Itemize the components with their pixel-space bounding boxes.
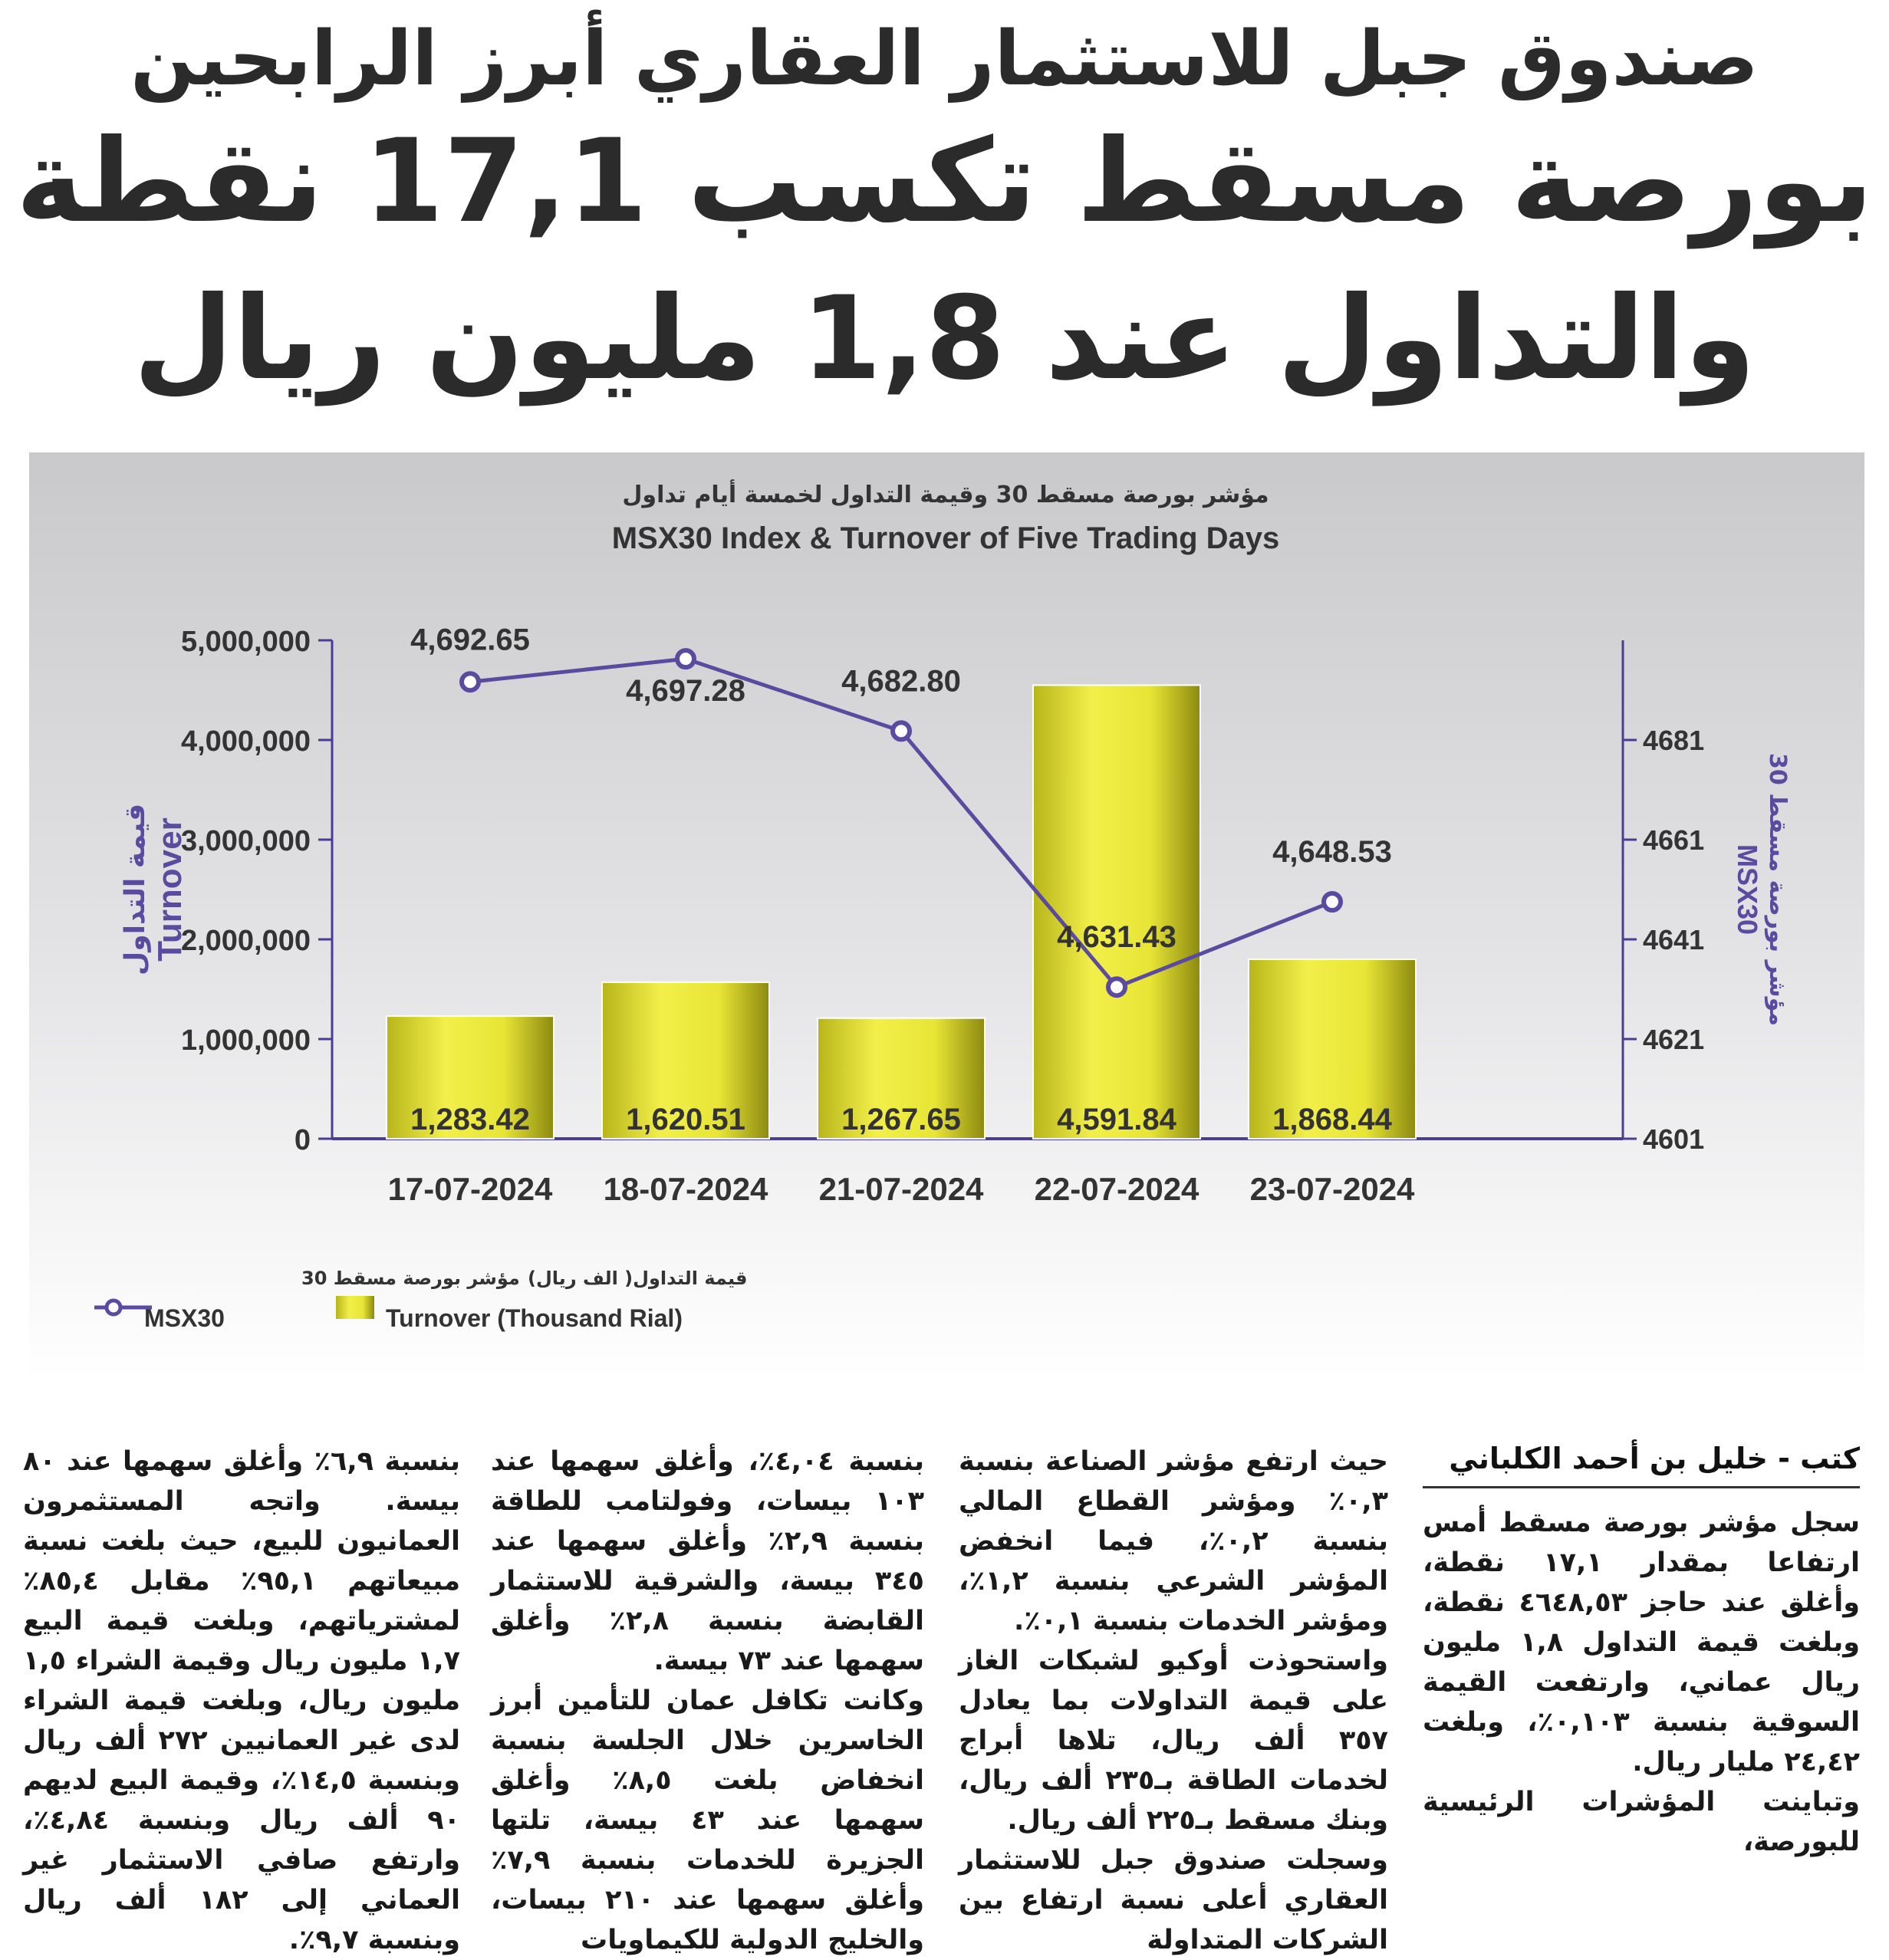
right-axis-tick-label: 4641 (1643, 924, 1705, 955)
chart-panel (29, 452, 1864, 1382)
chart-background (29, 452, 1864, 1382)
article-column-2 (959, 1442, 1388, 1960)
turnover-bar-label: 1,267.65 (841, 1103, 961, 1136)
right-axis-label-ar: مؤشر بورصة مسقط 30 (1764, 753, 1791, 1026)
headline-main-line2: والتداول عند 1,8 مليون ريال (133, 272, 1756, 406)
article-column-3 (491, 1442, 924, 1960)
left-axis-tick-label: 0 (294, 1124, 311, 1156)
article-paragraph: حيث ارتفع مؤشر الصناعة بنسبة ٠,٣٪ ومؤشر القطاع المالي بنسبة ٠,٢٪، فيما انخفض المؤشر الشرعي بنسبة ١,٢٪، ومؤشر الخدمات بنسبة ٠,١٪. (959, 1446, 1388, 1636)
msx30-point-label: 4,631.43 (1057, 920, 1177, 955)
legend-turnover-en: Turnover (Thousand Rial) (386, 1304, 683, 1332)
article-paragraph: واستحوذت أوكيو لشبكات الغاز على قيمة التداولات بما يعادل ٣٥٧ ألف ريال، تلاها أبراج لخدمات الطاقة بـ٢٣٥ ألف ريال، وبنك مسقط بـ٢٢٥ ألف ريال. (959, 1646, 1388, 1836)
left-axis-label-ar: قيمة التداول (120, 803, 151, 976)
left-axis-tick-label: 3,000,000 (180, 825, 311, 857)
article-column-4 (23, 1442, 460, 1960)
legend-msx30-en: MSX30 (144, 1304, 225, 1332)
x-axis-tick-label: 21-07-2024 (818, 1171, 984, 1207)
right-axis-tick-label: 4621 (1643, 1024, 1705, 1055)
legend-turnover-ar: قيمة التداول( الف ريال) (528, 1268, 748, 1289)
turnover-bar-label: 1,620.51 (626, 1103, 745, 1136)
article-paragraph: بنسبة ٤,٠٤٪، وأغلق سهمها عند ١٠٣ بيسات، وفولتامب للطاقة بنسبة ٢,٩٪ وأغلق سهمها عند ٣٤٥ بيسة، والشرقية للاستثمار القابضة بنسبة ٢,٨٪ وأغلق سهمها عند ٧٣ بيسة. (491, 1446, 924, 1676)
left-axis-tick-label: 4,000,000 (180, 725, 311, 758)
right-axis-tick-label: 4601 (1643, 1123, 1705, 1155)
turnover-bar-label: 1,283.42 (410, 1103, 530, 1136)
chart-title-ar: مؤشر بورصة مسقط 30 وقيمة التداول لخمسة أيام تداول (622, 482, 1269, 508)
byline-divider (1423, 1486, 1860, 1488)
article-paragraph: سجل مؤشر بورصة مسقط أمس ارتفاعا بمقدار ١٧,١ نقطة، وأغلق عند حاجز ٤٦٤٨,٥٣ نقطة، وبلغت قيمة التداول ١,٨ مليون ريال عماني، وارتفعت القيمة السوقية بنسبة ٠,١٠٣٪، وبلغت ٢٤,٤٢ مليار ريال. (1423, 1508, 1861, 1777)
chart-title-en: MSX30 Index & Turnover of Five Trading Days (611, 521, 1280, 555)
article-paragraph: وتباينت المؤشرات الرئيسية للبورصة، (1423, 1787, 1860, 1857)
msx30-point (1324, 893, 1341, 910)
legend-turnover-swatch (336, 1296, 374, 1319)
left-axis-tick-label: 2,000,000 (180, 925, 311, 957)
left-axis-label-en: Turnover (151, 817, 189, 962)
legend-msx30-ar: مؤشر بورصة مسقط 30 (301, 1268, 520, 1289)
right-axis-tick-label: 4661 (1643, 824, 1705, 856)
headline-main-line1: بورصة مسقط تكسب 17,1 نقطة (15, 115, 1874, 248)
x-axis-tick-label: 23-07-2024 (1249, 1171, 1415, 1207)
x-axis-tick-label: 17-07-2024 (387, 1171, 553, 1207)
article-paragraph: وكانت تكافل عمان للتأمين أبرز الخاسرين خلال الجلسة بنسبة انخفاض بلغت ٨,٥٪ وأغلق سهمها عند ٤٣ بيسة، تلتها الجزيرة للخدمات بنسبة ٧,٩٪ وأغلق سهمها عند ٢١٠ بيسات، والخليج الدولية للكيماويات (491, 1685, 925, 1955)
x-axis-labels (388, 1171, 1415, 1207)
x-axis-tick-label: 18-07-2024 (603, 1171, 768, 1207)
right-axis-label-en: MSX30 (1732, 844, 1763, 936)
msx30-point (1108, 978, 1125, 995)
byline: كتب - خليل بن أحمد الكلباني (1449, 1442, 1860, 1475)
x-axis-tick-label: 22-07-2024 (1034, 1171, 1200, 1207)
msx30-point (893, 722, 910, 739)
article-column-1 (1423, 1503, 1860, 1862)
msx30-point-label: 4,692.65 (410, 623, 530, 657)
article-paragraph: بنسبة ٦,٩٪ وأغلق سهمها عند ٨٠ بيسة. واتجه المستثمرون العمانيون للبيع، حيث بلغت نسبة مبيعاتهم ٩٥,١٪ مقابل ٨٥,٤٪ لمشترياتهم، وبلغت قيمة البيع ١,٧ مليون ريال وقيمة الشراء ١,٥ مليون ريال، وبلغت قيمة الشراء لدى غير العمانيين ٢٧٢ ألف ريال وبنسبة ١٤,٥٪، وقيمة البيع لديهم ٩٠ ألف ريال وبنسبة ٤,٨٤٪، وارتفع صافي الاستثمار غير العماني إلى ١٨٢ ألف ريال وبنسبة ٩,٧٪. (23, 1446, 461, 1955)
msx30-point-label: 4,682.80 (841, 664, 961, 699)
turnover-bar-label: 1,868.44 (1272, 1103, 1392, 1136)
msx30-point (462, 673, 479, 690)
msx30-point (677, 650, 694, 667)
turnover-bar-label: 4,591.84 (1057, 1103, 1177, 1136)
turnover-bar (1033, 686, 1200, 1139)
msx30-point-label: 4,648.53 (1272, 835, 1392, 870)
right-axis-tick-label: 4681 (1643, 725, 1705, 756)
article-paragraph: وسجلت صندوق جبل للاستثمار العقاري أعلى نسبة ارتفاع بين الشركات المتداولة (959, 1845, 1388, 1955)
msx30-point-label: 4,697.28 (626, 674, 745, 709)
legend-msx30-marker (107, 1301, 120, 1314)
headline-kicker: صندوق جبل للاستثمار العقاري أبرز الرابحين (130, 15, 1759, 103)
left-axis-tick-label: 1,000,000 (180, 1024, 311, 1057)
left-axis-tick-label: 5,000,000 (180, 626, 311, 658)
